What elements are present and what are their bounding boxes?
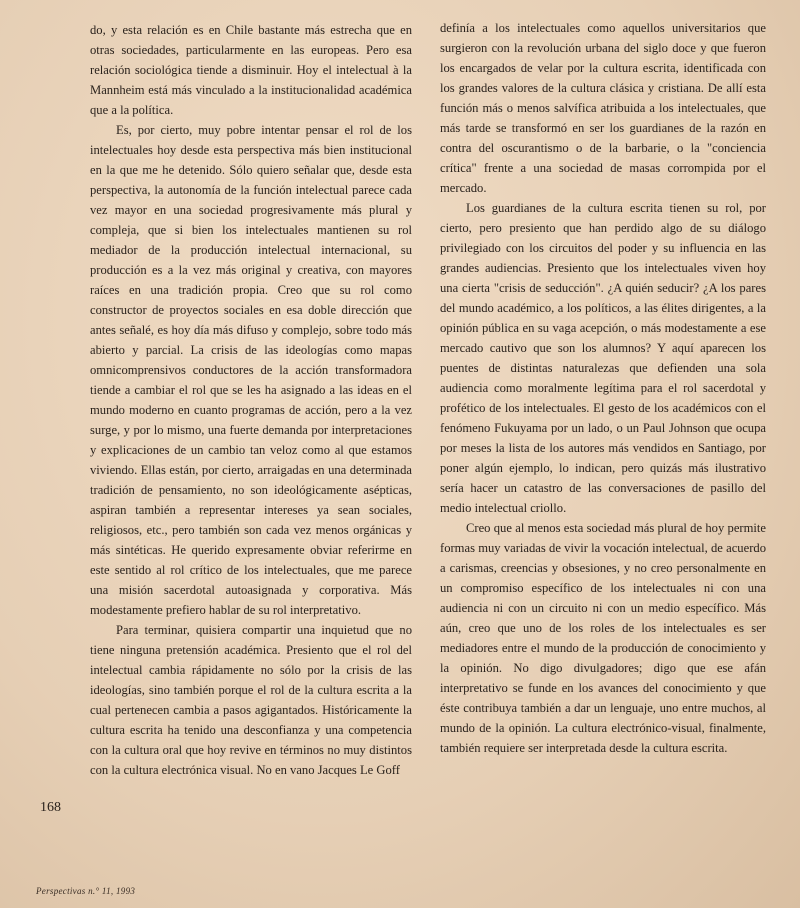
right-text-column xyxy=(440,18,766,758)
left-paragraph-2: Es, por cierto, muy pobre intentar pensar el rol de los intelectuales hoy desde esta perspectiva más bien institucional en la que me he detenido. Sólo quiero señalar que, desde esta perspectiva, la autonomía de la función intelectual parece cada vez mayor en una sociedad progresivamente más plural y compleja, que si bien los intelectuales mantienen su rol mediador de la producción intelectual internacional, su producción es a la vez más original y creativa, con mayores raíces en una tradición propia. Creo que su rol como constructor de proyectos sociales en esa doble dirección que antes señalé, es hoy día más difuso y complejo, sobre todo más abierto y parcial. La crisis de las ideologías como mapas omnicomprensivos conductores de la acción transformadora tiende a cambiar el rol que se les ha asignado a las ideas en el mundo moderno en cuanto programas de acción, pero a la vez surge, y por lo mismo, una fuerte demanda por interpretaciones y explicaciones de un cambio tan veloz como al que estamos viviendo. Ellas están, por cierto, arraigadas en una determinada tradición de pensamiento, no son ideológicamente asépticas, aspiran también a representar intereses ya sean sociales, religiosos, etc., pero también son cada vez menos orgánicas y más sintéticas. He querido expresamente obviar referirme en este sentido al rol crítico de los intelectuales, que me parece una misión sacerdotal autoasignada y corporativa. Más modestamente prefiero hablar de su rol interpretativo. xyxy=(90,123,412,617)
page-number: 168 xyxy=(40,800,61,815)
right-paragraph-2: Los guardianes de la cultura escrita tienen su rol, por cierto, pero presiento que han perdido algo de su diálogo privilegiado con los circuitos del poder y su influencia en las grandes audiencias. Presiento que los intelectuales viven hoy una cierta "crisis de seducción". ¿A quién seducir? ¿A los pares del mundo académico, a los políticos, a las élites dirigentes, a la opinión pública en su vaga acepción, o más modestamente a ese mercado cautivo que son los alumnos? Y aquí aparecen los puentes de distintas naturalezas que defienden una sola audiencia como moralmente legítima para el rol sacerdotal y profético de los intelectuales. El gesto de los académicos con el fenómeno Fukuyama por un lado, o un Paul Johnson que ocupa por meses la lista de los autores más vendidos en Santiago, por poner algún ejemplo, lo indican, pero quizás más ilustrativo sería hacer un catastro de las conversaciones de pasillo del medio intelectual criollo. xyxy=(440,201,766,515)
left-text-column xyxy=(90,20,412,780)
left-paragraph-3: Para terminar, quisiera compartir una inquietud que no tiene ninguna pretensión académica. Presiento que el rol del intelectual cambia rápidamente no sólo por la crisis de las ideologías, sino también porque el rol de la cultura escrita a la cual pertenecen cambia a pasos agigantados. Históricamente la cultura escrita ha tenido una desconfianza y una competencia con la cultura oral que hoy revive en términos no muy distintos con la cultura electrónica visual. No en vano Jacques Le Goff xyxy=(90,623,412,777)
footer-citation: Perspectivas n.° 11, 1993 xyxy=(36,886,136,896)
right-paragraph-3: Creo que al menos esta sociedad más plural de hoy permite formas muy variadas de vivir la vocación intelectual, de acuerdo a carismas, creencias y obsesiones, y no creo personalmente en un compromiso específico de los intelectuales ni con una audiencia ni con un circuito ni con un medio específico. Más aún, creo que uno de los roles de los intelectuales es ser mediadores entre el mundo de la producción de conocimiento y la opinión. No digo divulgadores; digo que ese afán interpretativo se funde en los avances del conocimiento y que éste contribuya también a dar un lenguaje, uno entre muchos, al mundo de la opinión. La cultura electrónico-visual, finalmente, también requiere ser interpretada desde la cultura escrita. xyxy=(440,521,766,755)
left-paragraph-1: do, y esta relación es en Chile bastante más estrecha que en otras sociedades, particularmente en las europeas. Pero esa relación sociológica tiende a disminuir. Hoy el intelectual à la Mannheim está más vinculado a la institucionalidad académica que a la política. xyxy=(90,23,412,117)
right-paragraph-1: definía a los intelectuales como aquellos universitarios que surgieron con la revolución urbana del siglo doce y que fueron los encargados de velar por la cultura escrita, identificada con los grandes valores de la cultura clásica y cristiana. De allí esta función más o menos salvífica atribuida a los intelectuales, que más tarde se transformó en ser los guardianes de la razón en contra del oscurantismo o de la barbarie, o la "conciencia crítica" frente a una sociedad de masas corrompida por el mercado. xyxy=(440,21,766,195)
